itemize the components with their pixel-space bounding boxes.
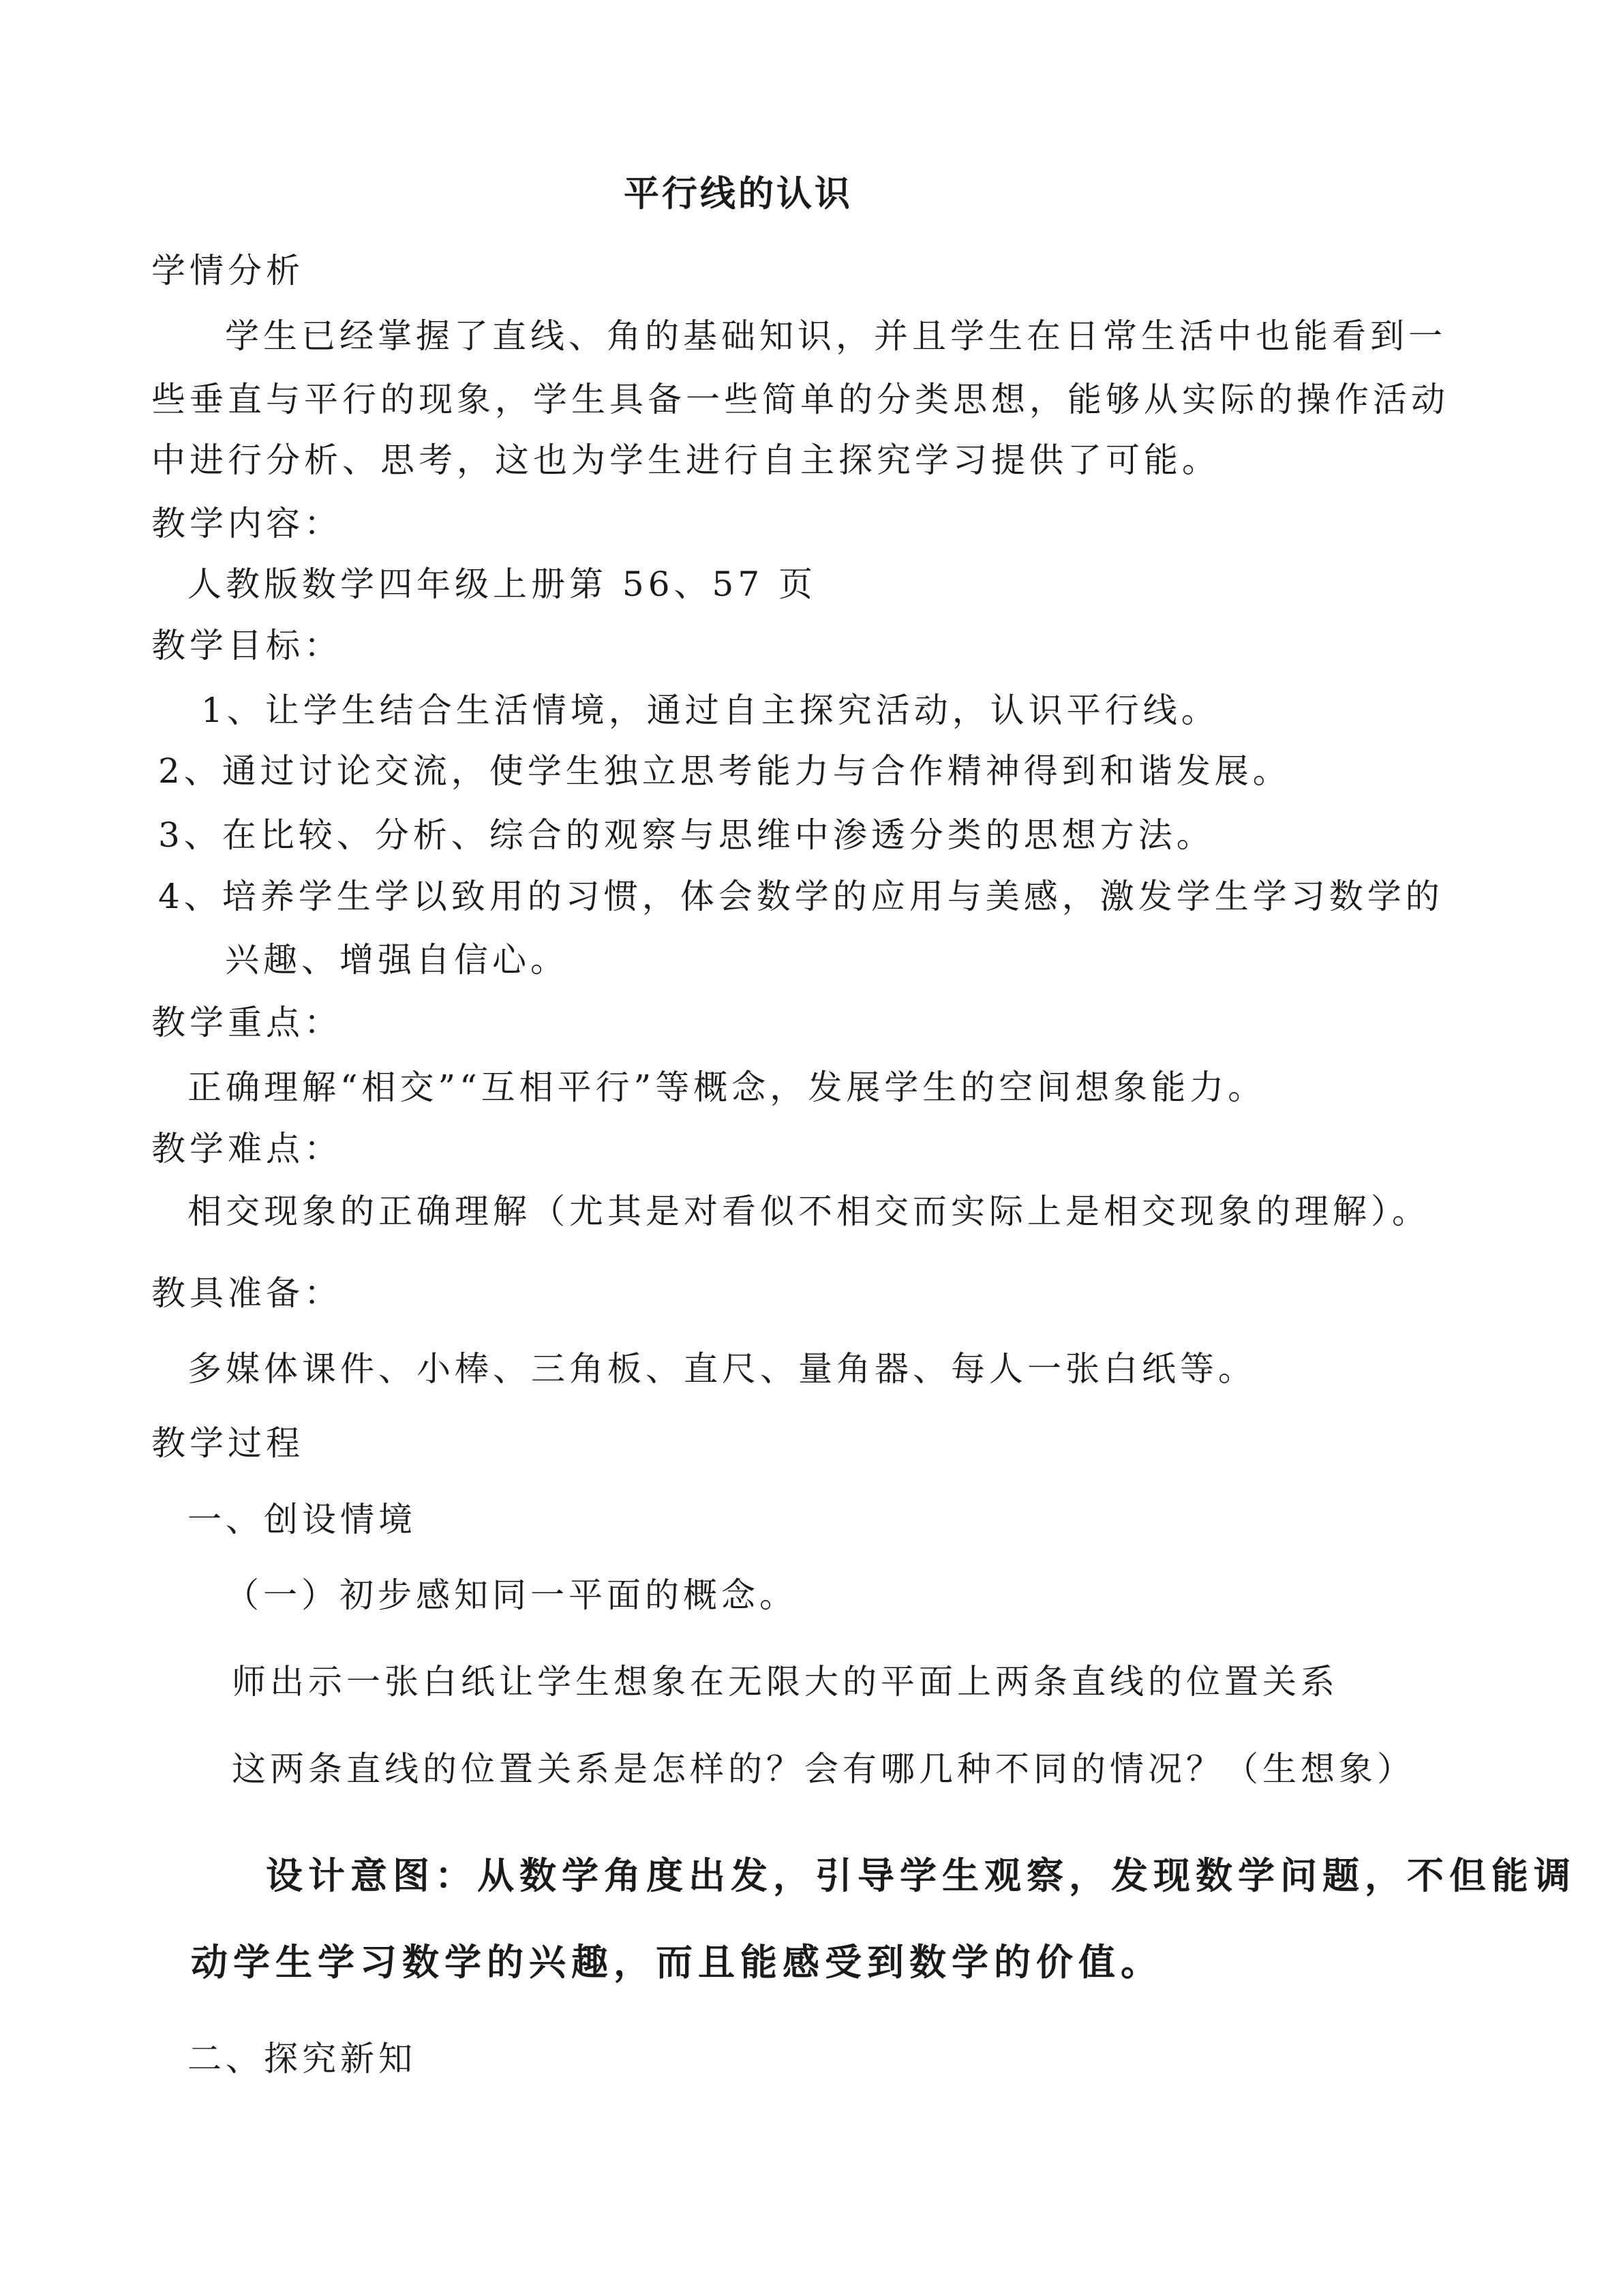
nandian-text: 相交现象的正确理解（尤其是对看似不相交而实际上是相交现象的理解）。 bbox=[187, 1192, 1430, 1231]
heading-xueqing: 学情分析 bbox=[151, 251, 304, 290]
jiaoju-text: 多媒体课件、小棒、三角板、直尺、量角器、每人一张白纸等。 bbox=[187, 1349, 1256, 1389]
xueqing-line-2: 些垂直与平行的现象，学生具备一些简单的分类思想，能够从实际的操作活动 bbox=[151, 380, 1449, 419]
subsection-1-heading: （一）初步感知同一平面的概念。 bbox=[225, 1575, 798, 1615]
section-1-heading: 一、创设情境 bbox=[187, 1500, 416, 1539]
mubiao-item-1: 1、让学生结合生活情境，通过自主探究活动，认识平行线。 bbox=[201, 691, 1219, 730]
mubiao-item-4: 4、培养学生学以致用的习惯，体会数学的应用与美感，激发学生学习数学的 bbox=[158, 877, 1444, 916]
xueqing-line-3: 中进行分析、思考，这也为学生进行自主探究学习提供了可能。 bbox=[151, 440, 1220, 480]
heading-guocheng: 教学过程 bbox=[151, 1423, 304, 1463]
mubiao-item-4-cont: 兴趣、增强自信心。 bbox=[225, 940, 568, 980]
process-line-2: 这两条直线的位置关系是怎样的？会有哪几种不同的情况？（生想象） bbox=[232, 1749, 1415, 1789]
neirong-text: 人教版数学四年级上册第 56、57 页 bbox=[187, 564, 817, 604]
page-title: 平行线的认识 bbox=[624, 173, 853, 215]
zhongdian-text: 正确理解“相交”“互相平行”等概念，发展学生的空间想象能力。 bbox=[187, 1068, 1266, 1107]
heading-mubiao: 教学目标： bbox=[151, 626, 342, 665]
heading-jiaoju: 教具准备： bbox=[151, 1273, 342, 1313]
heading-zhongdian: 教学重点： bbox=[151, 1003, 342, 1042]
heading-neirong: 教学内容： bbox=[151, 504, 342, 543]
heading-nandian: 教学难点： bbox=[151, 1129, 342, 1168]
design-intent-line-1: 设计意图：从数学角度出发，引导学生观察，发现数学问题，不但能调 bbox=[266, 1854, 1576, 1897]
section-2-heading: 二、探究新知 bbox=[187, 2039, 416, 2079]
process-line-1: 师出示一张白纸让学生想象在无限大的平面上两条直线的位置关系 bbox=[232, 1662, 1339, 1702]
mubiao-item-3: 3、在比较、分析、综合的观察与思维中渗透分类的思想方法。 bbox=[158, 815, 1215, 855]
mubiao-item-2: 2、通过讨论交流，使学生独立思考能力与合作精神得到和谐发展。 bbox=[158, 751, 1291, 791]
xueqing-line-1: 学生已经掌握了直线、角的基础知识，并且学生在日常生活中也能看到一 bbox=[225, 316, 1446, 356]
design-intent-line-2: 动学生学习数学的兴趣，而且能感受到数学的价值。 bbox=[191, 1940, 1163, 1984]
